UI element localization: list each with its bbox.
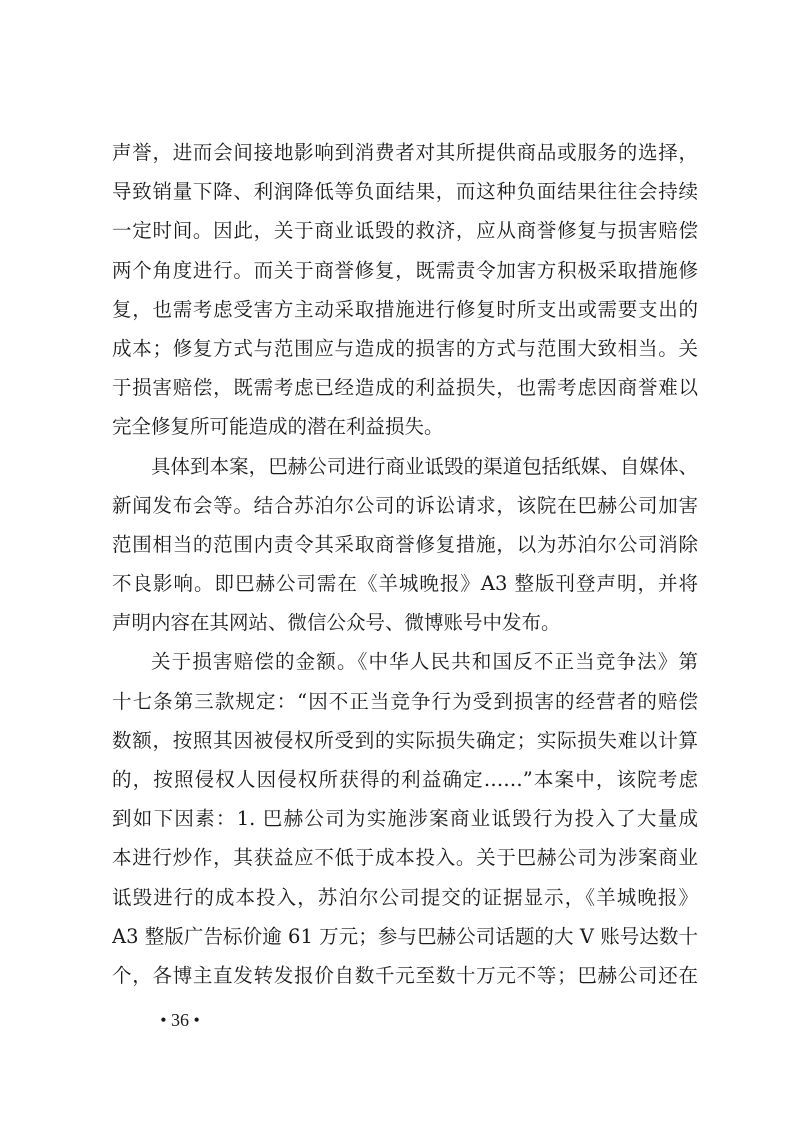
text-line: A3 整版广告标价逾 61 万元；参与巴赫公司话题的大 V 账号达数十 bbox=[112, 924, 698, 948]
text-line: 十七条第三款规定：“因不正当竞争行为受到损害的经营者的赔偿 bbox=[112, 689, 698, 713]
text-line: 于损害赔偿，既需考虑已经造成的利益损失，也需考虑因商誉难以 bbox=[112, 376, 698, 400]
text-line: 成本；修复方式与范围应与造成的损害的方式与范围大致相当。关 bbox=[112, 336, 698, 360]
text-line: 到如下因素：1. 巴赫公司为实施涉案商业诋毁行为投入了大量成 bbox=[112, 807, 698, 831]
text-line: 诋毁进行的成本投入，苏泊尔公司提交的证据显示，《羊城晚报》 bbox=[112, 885, 698, 909]
text-line: 声誉，进而会间接地影响到消费者对其所提供商品或服务的选择， bbox=[112, 141, 698, 164]
text-line: 数额，按照其因被侵权所受到的实际损失确定；实际损失难以计算 bbox=[112, 728, 698, 752]
paragraph-start-line: 关于损害赔偿的金额。《中华人民共和国反不正当竞争法》第 bbox=[151, 650, 698, 674]
text-line: 范围相当的范围内责令其采取商誉修复措施，以为苏泊尔公司消除 bbox=[112, 532, 698, 556]
text-line: 一定时间。因此，关于商业诋毁的救济，应从商誉修复与损害赔偿 bbox=[112, 219, 698, 243]
text-line: 个，各博主直发转发报价自数千元至数十万元不等；巴赫公司还在 bbox=[112, 963, 698, 987]
page-number: • 36 • bbox=[160, 1010, 200, 1030]
paragraph-start-line: 具体到本案，巴赫公司进行商业诋毁的渠道包括纸媒、自媒体、 bbox=[151, 454, 698, 478]
text-line: 导致销量下降、利润降低等负面结果，而这种负面结果往往会持续 bbox=[112, 180, 698, 204]
text-line: 声明内容在其网站、微信公众号、微博账号中发布。 bbox=[112, 611, 561, 635]
text-line: 完全修复所可能造成的潜在利益损失。 bbox=[112, 415, 444, 439]
text-line: 不良影响。即巴赫公司需在《羊城晚报》A3 整版刊登声明，并将 bbox=[112, 572, 698, 596]
text-line: 复，也需考虑受害方主动采取措施进行修复时所支出或需要支出的 bbox=[112, 297, 698, 321]
text-line: 两个角度进行。而关于商誉修复，既需责令加害方积极采取措施修 bbox=[112, 258, 698, 282]
text-line: 本进行炒作，其获益应不低于成本投入。关于巴赫公司为涉案商业 bbox=[112, 846, 698, 870]
text-line: 的，按照侵权人因侵权所获得的利益确定……”本案中，该院考虑 bbox=[112, 768, 698, 791]
text-line: 新闻发布会等。结合苏泊尔公司的诉讼请求，该院在巴赫公司加害 bbox=[112, 493, 698, 517]
body-text bbox=[112, 133, 698, 995]
